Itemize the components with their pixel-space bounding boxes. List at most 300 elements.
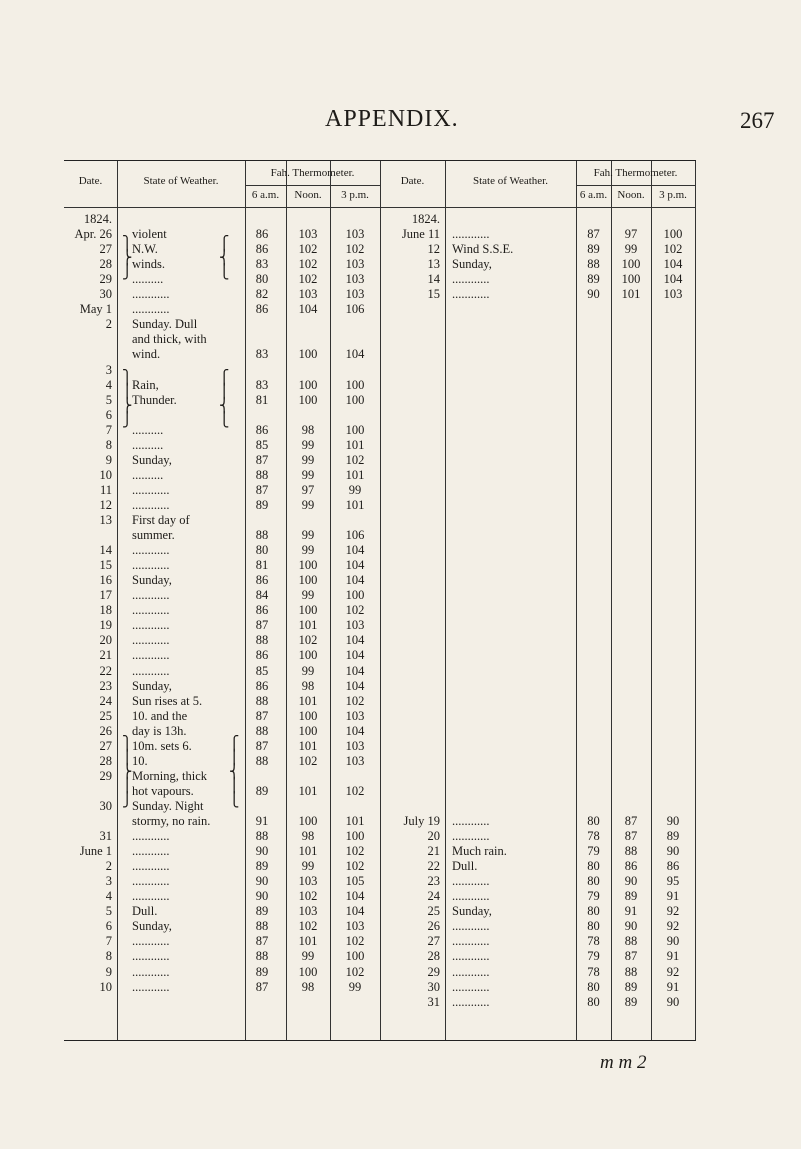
left-state: summer. bbox=[132, 528, 175, 543]
left-am: 91 bbox=[255, 814, 269, 828]
left-pm: 104 bbox=[345, 558, 365, 573]
right-date: 31 bbox=[427, 994, 440, 1009]
right-pm: 92 bbox=[666, 904, 680, 919]
left-state: ............ bbox=[132, 844, 170, 859]
col-divider bbox=[695, 161, 696, 1040]
left-pm: 100 bbox=[345, 392, 365, 407]
left-date: 29 bbox=[99, 768, 112, 783]
noon-header-right: Noon. bbox=[617, 189, 645, 201]
page-number: 267 bbox=[740, 108, 775, 133]
fah-header: Fah. Thermometer. bbox=[270, 167, 355, 179]
date-header: Date. bbox=[78, 175, 103, 187]
right-date: 1824. bbox=[411, 212, 440, 226]
left-state: ............ bbox=[132, 618, 170, 633]
left-pm: 103 bbox=[345, 618, 365, 633]
right-pm: 104 bbox=[663, 272, 683, 287]
left-state: Sunday, bbox=[132, 919, 172, 934]
left-noon: 100 bbox=[298, 708, 318, 723]
right-pm: 91 bbox=[666, 979, 680, 994]
left-state: ............ bbox=[132, 558, 170, 573]
right-state: ............ bbox=[452, 979, 490, 994]
right-pm: 95 bbox=[666, 874, 680, 889]
brace-left: ⎫ ⎪ ⎬ ⎭ bbox=[122, 371, 133, 428]
right-pm: 103 bbox=[663, 287, 683, 302]
left-state: Morning, thick bbox=[132, 768, 207, 783]
left-date: 11 bbox=[99, 482, 112, 497]
left-noon: 100 bbox=[298, 347, 318, 362]
right-pm: 91 bbox=[666, 889, 680, 904]
left-date: 22 bbox=[99, 663, 112, 678]
left-am: 89 bbox=[255, 859, 269, 874]
left-am: 80 bbox=[255, 272, 269, 287]
left-noon: 103 bbox=[298, 227, 318, 242]
right-am: 79 bbox=[587, 844, 600, 859]
left-am: 85 bbox=[255, 437, 269, 452]
right-noon: 97 bbox=[624, 227, 638, 242]
left-pm: 103 bbox=[345, 287, 365, 302]
right-date: 22 bbox=[427, 859, 440, 874]
left-state: ............ bbox=[132, 588, 170, 603]
right-state: ............ bbox=[452, 227, 490, 242]
left-pm: 103 bbox=[345, 708, 365, 723]
left-am: 80 bbox=[255, 543, 269, 558]
left-am: 86 bbox=[255, 227, 269, 242]
left-pm: 102 bbox=[345, 844, 365, 859]
left-date: 7 bbox=[105, 422, 112, 437]
left-am: 88 bbox=[255, 753, 269, 768]
left-noon: 100 bbox=[298, 392, 318, 407]
left-state: ............ bbox=[132, 874, 170, 889]
left-am: 86 bbox=[255, 573, 269, 588]
right-am: 78 bbox=[587, 964, 600, 979]
right-am: 79 bbox=[587, 949, 600, 964]
brace-right: ⎧ ⎨ ⎩ bbox=[219, 237, 230, 280]
left-noon: 101 bbox=[298, 783, 318, 798]
left-state: violent bbox=[132, 227, 167, 242]
left-am: 89 bbox=[255, 783, 269, 798]
right-noon: 88 bbox=[624, 934, 638, 949]
left-pm: 104 bbox=[345, 347, 365, 362]
left-am: 87 bbox=[255, 979, 269, 994]
left-noon: 99 bbox=[301, 467, 315, 482]
left-pm: 104 bbox=[345, 678, 365, 693]
left-noon: 98 bbox=[301, 979, 315, 994]
left-date: 6 bbox=[105, 919, 112, 934]
left-noon: 102 bbox=[298, 919, 318, 934]
left-noon: 100 bbox=[298, 814, 318, 828]
right-noon: 88 bbox=[624, 964, 638, 979]
left-noon: 98 bbox=[301, 678, 315, 693]
left-date: 14 bbox=[99, 543, 112, 558]
right-state: ............ bbox=[452, 919, 490, 934]
left-state: ............ bbox=[132, 648, 170, 663]
left-pm: 100 bbox=[345, 377, 365, 392]
right-date: 21 bbox=[427, 844, 440, 859]
left-noon: 97 bbox=[301, 482, 315, 497]
left-state: Sunday, bbox=[132, 573, 172, 588]
right-state: ............ bbox=[452, 814, 490, 828]
left-noon: 99 bbox=[301, 528, 315, 543]
left-pm: 100 bbox=[345, 829, 365, 844]
left-state: wind. bbox=[132, 347, 161, 362]
left-pm: 104 bbox=[345, 633, 365, 648]
left-noon: 99 bbox=[301, 497, 315, 512]
right-am: 80 bbox=[587, 994, 600, 1009]
page-title: APPENDIX. bbox=[325, 106, 459, 132]
left-pm: 102 bbox=[345, 934, 365, 949]
left-state: ............ bbox=[132, 287, 170, 302]
left-date: 24 bbox=[99, 693, 112, 708]
left-date: Apr. 26 bbox=[74, 227, 112, 242]
left-date: 25 bbox=[99, 708, 112, 723]
right-am: 80 bbox=[587, 919, 600, 934]
right-date: June 11 bbox=[401, 227, 440, 242]
right-noon: 100 bbox=[621, 272, 641, 287]
left-date: 10 bbox=[99, 979, 112, 994]
right-date: 29 bbox=[427, 964, 440, 979]
left-date: 28 bbox=[99, 257, 112, 272]
left-pm: 100 bbox=[345, 588, 365, 603]
left-noon: 102 bbox=[298, 633, 318, 648]
right-state: ............ bbox=[452, 829, 490, 844]
noon-header: Noon. bbox=[294, 189, 322, 201]
left-state: ............ bbox=[132, 663, 170, 678]
left-date: 31 bbox=[99, 829, 112, 844]
left-noon: 101 bbox=[298, 934, 318, 949]
left-state: .......... bbox=[132, 467, 164, 482]
left-pm: 102 bbox=[345, 859, 365, 874]
right-am: 78 bbox=[587, 934, 600, 949]
left-am: 87 bbox=[255, 934, 269, 949]
left-pm: 102 bbox=[345, 603, 365, 618]
left-am: 84 bbox=[255, 588, 269, 603]
left-am: 87 bbox=[255, 482, 269, 497]
left-date: 26 bbox=[99, 723, 112, 738]
left-pm: 100 bbox=[345, 949, 365, 964]
right-date: 20 bbox=[427, 829, 440, 844]
left-state: Sunday. Night bbox=[132, 798, 204, 813]
left-pm: 102 bbox=[345, 964, 365, 979]
am-header: 6 a.m. bbox=[251, 189, 280, 201]
left-am: 87 bbox=[255, 452, 269, 467]
left-state: .......... bbox=[132, 437, 164, 452]
left-pm: 103 bbox=[345, 272, 365, 287]
left-am: 88 bbox=[255, 693, 269, 708]
left-date: 3 bbox=[105, 362, 112, 377]
left-date: 2 bbox=[105, 317, 112, 332]
left-noon: 102 bbox=[298, 272, 318, 287]
right-am: 89 bbox=[587, 242, 600, 257]
left-state: ............ bbox=[132, 829, 170, 844]
left-state: .......... bbox=[132, 272, 164, 287]
left-pm: 102 bbox=[345, 783, 365, 798]
left-state: Dull. bbox=[132, 904, 158, 919]
left-date: 4 bbox=[105, 377, 112, 392]
right-noon: 91 bbox=[624, 904, 638, 919]
left-noon: 99 bbox=[301, 543, 315, 558]
left-am: 83 bbox=[255, 347, 269, 362]
right-noon: 87 bbox=[624, 829, 638, 844]
left-am: 88 bbox=[255, 633, 269, 648]
left-state: Sun rises at 5. bbox=[132, 693, 203, 708]
left-date: 17 bbox=[99, 588, 112, 603]
left-date: 19 bbox=[99, 618, 112, 633]
brace-left: ⎫ ⎬ ⎭ bbox=[122, 237, 133, 280]
left-am: 89 bbox=[255, 904, 269, 919]
right-am: 89 bbox=[587, 272, 600, 287]
left-noon: 98 bbox=[301, 829, 315, 844]
right-am: 90 bbox=[587, 287, 600, 302]
left-pm: 103 bbox=[345, 753, 365, 768]
left-date: 1824. bbox=[83, 212, 112, 226]
brace-right: ⎧ ⎪ ⎨ ⎩ bbox=[219, 371, 230, 428]
right-pm: 104 bbox=[663, 257, 683, 272]
state-header-right: State of Weather. bbox=[473, 175, 548, 187]
right-noon: 86 bbox=[624, 859, 638, 874]
left-am: 86 bbox=[255, 422, 269, 437]
left-noon: 99 bbox=[301, 452, 315, 467]
subheader-rule bbox=[245, 185, 380, 186]
right-pm: 86 bbox=[666, 859, 680, 874]
right-pm: 92 bbox=[666, 919, 680, 934]
left-am: 83 bbox=[255, 377, 269, 392]
brace-left: ⎫ ⎪ ⎬ ⎪ ⎭ bbox=[122, 737, 133, 808]
left-am: 88 bbox=[255, 949, 269, 964]
left-state: Thunder. bbox=[132, 392, 177, 407]
right-pm: 90 bbox=[666, 934, 680, 949]
left-state: First day of bbox=[132, 513, 190, 527]
left-state: ............ bbox=[132, 543, 170, 558]
right-am: 80 bbox=[587, 874, 600, 889]
left-noon: 101 bbox=[298, 693, 318, 708]
right-state: ............ bbox=[452, 994, 490, 1009]
right-pm: 90 bbox=[666, 844, 680, 859]
left-date: 30 bbox=[99, 798, 112, 813]
left-date: 18 bbox=[99, 603, 112, 618]
right-noon: 101 bbox=[621, 287, 641, 302]
right-noon: 87 bbox=[624, 949, 638, 964]
right-am: 79 bbox=[587, 889, 600, 904]
page-header bbox=[0, 106, 801, 136]
left-date: 30 bbox=[99, 287, 112, 302]
subheader-rule bbox=[576, 185, 695, 186]
right-noon: 90 bbox=[624, 919, 638, 934]
left-pm: 104 bbox=[345, 573, 365, 588]
left-date: 13 bbox=[99, 513, 112, 527]
left-date: 7 bbox=[105, 934, 112, 949]
right-date: 26 bbox=[427, 919, 440, 934]
left-date: June 1 bbox=[79, 844, 112, 859]
left-date: 27 bbox=[99, 242, 112, 257]
left-state: ............ bbox=[132, 949, 170, 964]
left-state: and thick, with bbox=[132, 332, 207, 347]
left-noon: 99 bbox=[301, 588, 315, 603]
left-noon: 102 bbox=[298, 257, 318, 272]
left-state: ............ bbox=[132, 964, 170, 979]
left-pm: 102 bbox=[345, 242, 365, 257]
col-divider bbox=[117, 161, 118, 1040]
left-state: ............ bbox=[132, 482, 170, 497]
left-pm: 106 bbox=[345, 302, 365, 317]
left-date: 23 bbox=[99, 678, 112, 693]
left-pm: 105 bbox=[345, 874, 365, 889]
left-date: 4 bbox=[105, 889, 112, 904]
left-noon: 102 bbox=[298, 753, 318, 768]
left-state: Rain, bbox=[132, 377, 159, 392]
brace-right: ⎧ ⎪ ⎨ ⎪ ⎩ bbox=[229, 737, 240, 808]
right-state: Sunday, bbox=[452, 904, 492, 919]
left-noon: 100 bbox=[298, 723, 318, 738]
left-noon: 100 bbox=[298, 603, 318, 618]
left-noon: 104 bbox=[298, 302, 318, 317]
left-state: ............ bbox=[132, 302, 170, 317]
right-noon: 89 bbox=[624, 979, 638, 994]
left-date: 9 bbox=[105, 964, 112, 979]
right-pm: 90 bbox=[666, 994, 680, 1009]
left-pm: 100 bbox=[345, 422, 365, 437]
right-am: 80 bbox=[587, 814, 600, 828]
left-noon: 98 bbox=[301, 422, 315, 437]
left-date: 28 bbox=[99, 753, 112, 768]
left-state: ............ bbox=[132, 603, 170, 618]
left-state: 10m. sets 6. bbox=[132, 738, 192, 753]
pm-header: 3 p.m. bbox=[341, 189, 369, 201]
left-noon: 101 bbox=[298, 844, 318, 859]
weather-table bbox=[64, 160, 696, 1041]
left-am: 90 bbox=[255, 844, 269, 859]
left-noon: 100 bbox=[298, 573, 318, 588]
left-date: 12 bbox=[99, 497, 112, 512]
left-date: 3 bbox=[105, 874, 112, 889]
left-pm: 104 bbox=[345, 543, 365, 558]
left-noon: 102 bbox=[298, 889, 318, 904]
right-state: Much rain. bbox=[452, 844, 507, 859]
left-date: 8 bbox=[105, 949, 112, 964]
right-date: 13 bbox=[427, 257, 440, 272]
left-am: 86 bbox=[255, 242, 269, 257]
left-state: ............ bbox=[132, 633, 170, 648]
left-pm: 103 bbox=[345, 257, 365, 272]
left-pm: 104 bbox=[345, 723, 365, 738]
right-date: 27 bbox=[427, 934, 440, 949]
left-am: 88 bbox=[255, 919, 269, 934]
left-noon: 103 bbox=[298, 874, 318, 889]
left-noon: 99 bbox=[301, 437, 315, 452]
left-date: 8 bbox=[105, 437, 112, 452]
right-date: 30 bbox=[427, 979, 440, 994]
left-am: 88 bbox=[255, 829, 269, 844]
left-noon: 103 bbox=[298, 904, 318, 919]
right-date: 12 bbox=[427, 242, 440, 257]
right-noon: 89 bbox=[624, 889, 638, 904]
left-am: 90 bbox=[255, 889, 269, 904]
left-state: ............ bbox=[132, 934, 170, 949]
col-divider bbox=[445, 161, 446, 1040]
left-am: 87 bbox=[255, 618, 269, 633]
right-noon: 99 bbox=[624, 242, 638, 257]
left-am: 88 bbox=[255, 528, 269, 543]
left-noon: 101 bbox=[298, 738, 318, 753]
right-noon: 89 bbox=[624, 994, 638, 1009]
right-date: 14 bbox=[427, 272, 440, 287]
pm-header-right: 3 p.m. bbox=[659, 189, 687, 201]
left-date: 16 bbox=[99, 573, 112, 588]
right-state: ............ bbox=[452, 287, 490, 302]
left-am: 87 bbox=[255, 708, 269, 723]
left-pm: 103 bbox=[345, 227, 365, 242]
left-noon: 102 bbox=[298, 242, 318, 257]
left-noon: 99 bbox=[301, 949, 315, 964]
left-pm: 102 bbox=[345, 452, 365, 467]
right-date: 28 bbox=[427, 949, 440, 964]
left-pm: 104 bbox=[345, 889, 365, 904]
left-pm: 102 bbox=[345, 693, 365, 708]
right-noon: 87 bbox=[624, 814, 638, 828]
left-am: 86 bbox=[255, 603, 269, 618]
right-pm: 100 bbox=[663, 227, 683, 242]
left-am: 87 bbox=[255, 738, 269, 753]
right-noon: 90 bbox=[624, 874, 638, 889]
right-date: 15 bbox=[427, 287, 440, 302]
left-pm: 99 bbox=[348, 979, 362, 994]
left-pm: 101 bbox=[345, 497, 365, 512]
left-pm: 101 bbox=[345, 814, 365, 828]
right-pm: 90 bbox=[666, 814, 680, 828]
right-am: 87 bbox=[587, 227, 600, 242]
right-state: ............ bbox=[452, 889, 490, 904]
right-date: 24 bbox=[427, 889, 440, 904]
left-date: 6 bbox=[105, 407, 112, 422]
left-date: 27 bbox=[99, 738, 112, 753]
right-state: ............ bbox=[452, 272, 490, 287]
fah-header-right: Fah. Thermometer. bbox=[593, 167, 678, 179]
right-state: ............ bbox=[452, 949, 490, 964]
right-state: ............ bbox=[452, 934, 490, 949]
left-pm: 101 bbox=[345, 467, 365, 482]
left-am: 86 bbox=[255, 302, 269, 317]
left-am: 90 bbox=[255, 874, 269, 889]
left-pm: 106 bbox=[345, 528, 365, 543]
left-pm: 103 bbox=[345, 738, 365, 753]
left-pm: 103 bbox=[345, 919, 365, 934]
left-state: ............ bbox=[132, 497, 170, 512]
left-state: winds. bbox=[132, 257, 165, 272]
right-state: ............ bbox=[452, 874, 490, 889]
left-state: stormy, no rain. bbox=[132, 814, 211, 828]
left-state: N.W. bbox=[132, 242, 158, 257]
left-state: ............ bbox=[132, 889, 170, 904]
right-state: ............ bbox=[452, 964, 490, 979]
left-date: 29 bbox=[99, 272, 112, 287]
left-date: 2 bbox=[105, 859, 112, 874]
left-date: 5 bbox=[105, 904, 112, 919]
left-state: 10. and the bbox=[132, 708, 188, 723]
header-rule bbox=[64, 207, 696, 208]
state-header: State of Weather. bbox=[143, 175, 219, 187]
left-am: 86 bbox=[255, 648, 269, 663]
left-pm: 104 bbox=[345, 904, 365, 919]
signature-mark: m m 2 bbox=[600, 1052, 647, 1073]
left-noon: 100 bbox=[298, 377, 318, 392]
left-date: 5 bbox=[105, 392, 112, 407]
left-am: 81 bbox=[255, 392, 269, 407]
right-state: Wind S.S.E. bbox=[452, 242, 514, 257]
left-noon: 100 bbox=[298, 648, 318, 663]
left-state: Sunday, bbox=[132, 452, 172, 467]
right-pm: 92 bbox=[666, 964, 680, 979]
left-date: 21 bbox=[99, 648, 112, 663]
left-pm: 101 bbox=[345, 437, 365, 452]
